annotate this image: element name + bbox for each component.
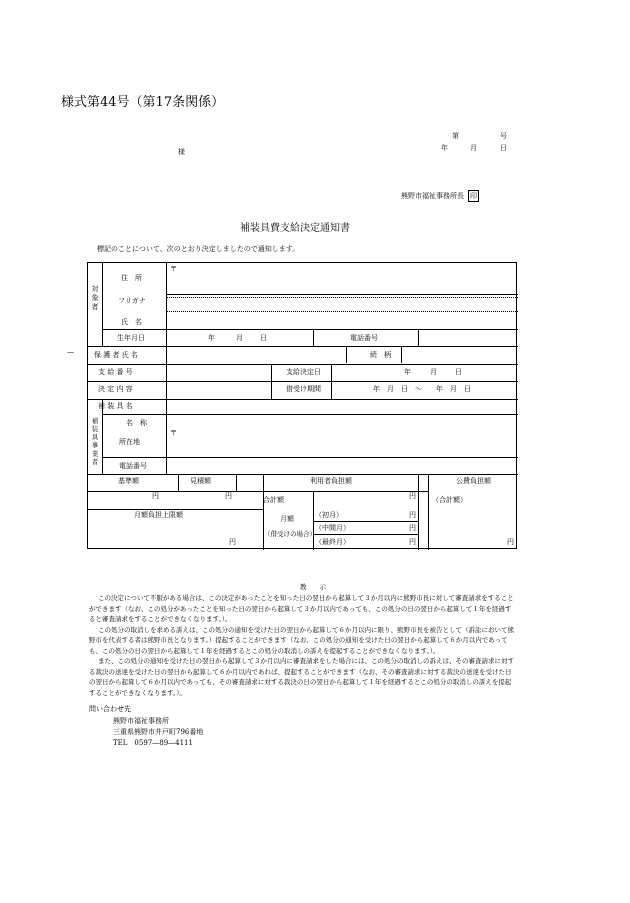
yen-monthly-cap: 円: [229, 538, 236, 546]
device-name-label: 補 装 具 名: [98, 402, 133, 410]
receipt-period-label: 借受け期間: [286, 385, 321, 393]
date-day: 日: [500, 144, 507, 152]
vendor-postal-mark: 〒: [170, 429, 177, 437]
issuer-name: 熊野市福祉事務所長: [401, 192, 464, 200]
subject-group-label: 対象者: [91, 285, 99, 311]
notice-heading: 教 示: [300, 583, 326, 591]
document-title: 補装具費支給決定通知書: [240, 223, 350, 234]
intro-text: 標記のことについて、次のとおり決定しましたので通知します。: [97, 245, 300, 253]
vendor-group-label: 補装具事業者: [91, 417, 99, 466]
birth-day: 日: [260, 334, 267, 342]
pdd-year: 年: [404, 368, 411, 376]
date-month: 月: [470, 144, 477, 152]
furigana-label: フリガナ: [118, 297, 146, 305]
contact-tel: TEL 0597―89―4111: [113, 739, 193, 747]
estimate-label: 見積額: [190, 477, 211, 485]
name-label: 氏 名: [121, 318, 142, 326]
notice-paragraph-2: この処分の取消しを求める訴えは、この処分の通知を受けた日の翌日から起算して６か月以内に限り、熊野市長を被告として（訴訟において熊野市を代表する者は熊野市長となります。）提起することができます（なお、この処分の通知を受けた日の翌日から起算して６か月以内であっても、この処分の日の翌日から起算して１年を経過するとこの処分の取消しの訴えを提起することができなくなります。）。: [89, 625, 514, 655]
receipt-period-text: 年 月 日 ～ 年 月 日: [373, 385, 471, 393]
form-table: [87, 262, 517, 549]
vendor-name-label: 名 称: [126, 419, 147, 427]
yen-middle: 円: [409, 524, 416, 532]
public-burden-label: 公費負担額: [456, 477, 491, 485]
notice-body: [89, 593, 517, 698]
payment-no-label: 支 給 番 号: [98, 368, 133, 376]
notice-paragraph-1: この決定について不服がある場合は、この決定があったことを知った日の翌日から起算して３か月以内に熊野市長に対して審査請求をすることができます（なお、この処分があったことを知った日の翌日から起算して３か月以内であっても、この処分の日の翌日から起算して１年を経過すると審査請求をすることができなくなります。）。: [89, 594, 514, 623]
yen-final: 円: [409, 538, 416, 546]
addressee-honorific: 様: [178, 148, 185, 156]
address-label: 住 所: [121, 274, 142, 282]
yen-base: 円: [152, 492, 159, 500]
vendor-address-label: 所在地: [119, 438, 140, 446]
issuer: [401, 190, 479, 202]
guardian-label: 保 護 者 氏 名: [94, 351, 138, 359]
side-mark: —: [67, 348, 74, 356]
contact-address: 三重県熊野市井戸町796番地: [113, 728, 204, 736]
doc-no-label: 第: [452, 132, 459, 140]
pdd-day: 日: [455, 368, 462, 376]
contact-heading: 問い合わせ先: [89, 705, 131, 713]
birth-year: 年: [208, 334, 215, 342]
postal-mark: 〒: [170, 265, 177, 273]
payment-decision-date-label: 支給決定日: [286, 368, 321, 376]
middle-month-label: （中間月）: [315, 524, 350, 532]
monthly-cap-label: 月額負担上限額: [134, 511, 183, 519]
seal-icon: 印: [470, 192, 477, 200]
first-month-label: （初月）: [315, 511, 343, 519]
phone-label: 電話番号: [350, 334, 378, 342]
vendor-phone-label: 電話番号: [119, 462, 147, 470]
monthly-label: 月額: [280, 515, 294, 523]
contact-office: 熊野市福祉事務所: [113, 717, 169, 725]
yen-estimate: 円: [225, 492, 232, 500]
doc-no-suffix: 号: [500, 132, 507, 140]
total-label: 合計額: [263, 496, 284, 504]
public-total-label: （合計額）: [432, 496, 467, 504]
user-burden-label: 利用者負担額: [310, 477, 352, 485]
date-year: 年: [441, 144, 448, 152]
base-amount-label: 基準額: [118, 477, 139, 485]
yen-first: 円: [409, 511, 416, 519]
rental-case-label: （借受けの場合）: [264, 530, 316, 538]
notice-paragraph-3: また、この処分の通知を受けた日の翌日から起算して３か月以内に審査請求をした場合には、この処分の取消しの訴えは、その審査請求に対する裁決の送達を受けた日の翌日から起算して６か月以内であれば、提起することができます（なお、その審査請求に対する裁決の送達を受けた日の翌日から起算して６か月以内であっても、その審査請求に対する裁決の日の翌日から起算して１年を経過するとこの処分の取消しの訴えを提起することができなくなります。）。: [89, 657, 514, 697]
form-number: 様式第44号（第17条関係）: [61, 95, 225, 110]
birthdate-label: 生年月日: [117, 334, 145, 342]
decision-content-label: 決 定 内 容: [98, 385, 133, 393]
yen-public: 円: [507, 538, 514, 546]
yen-total: 円: [409, 492, 416, 500]
pdd-month: 月: [430, 368, 437, 376]
relation-label: 続 柄: [370, 351, 391, 359]
birth-month: 月: [236, 334, 243, 342]
final-month-label: （最終月）: [315, 538, 350, 546]
